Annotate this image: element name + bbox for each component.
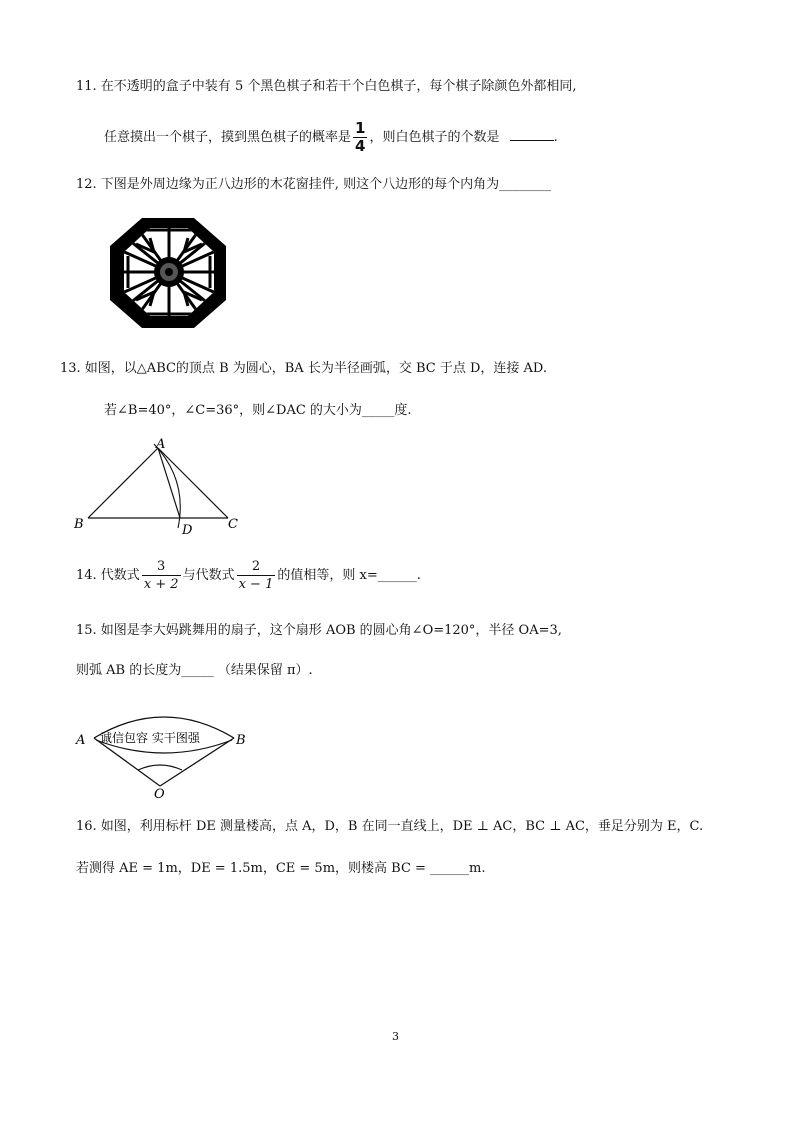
- q14-frac1-denominator: x + 2: [143, 577, 179, 592]
- q11-line2-end: .: [553, 130, 558, 145]
- triangle-figure: [72, 436, 252, 540]
- q11-frac-numerator: 1: [355, 119, 366, 137]
- q16-line2: 若测得 AE = 1m，DE = 1.5m，CE = 5m，则楼高 BC = ______m.: [76, 861, 486, 876]
- page-number: 3: [392, 1030, 399, 1043]
- fan-inner-arc: [138, 765, 182, 770]
- q15-line1: 15. 如图是李大妈跳舞用的扇子，这个扇形 AOB 的圆心角∠O=120°，半径 OA=3,: [76, 623, 562, 638]
- fan-edge-ob: [160, 738, 234, 786]
- label-o: O: [154, 787, 165, 800]
- q14-prefix: 14. 代数式: [76, 568, 140, 583]
- label-a: A: [156, 437, 166, 452]
- q11-frac-denominator: 4: [355, 137, 366, 155]
- q14-frac2-denominator: x − 1: [238, 577, 274, 592]
- q13-line1: 13. 如图，以△ABC的顶点 B 为圆心，BA 长为半径画弧，交 BC 于点 D，连接 AD.: [60, 361, 547, 376]
- fan-edge-oa: [94, 738, 160, 786]
- q11-line2-text-a: 任意摸出一个棋子，摸到黑色棋子的概率是: [104, 130, 352, 145]
- q14-frac1-numerator: 3: [142, 558, 181, 576]
- segment-ba: [88, 448, 158, 518]
- q11-probability-fraction: [353, 120, 367, 155]
- q16-line1: 16. 如图，利用标杆 DE 测量楼高，点 A，D，B 在同一直线上，DE ⊥ AC，BC ⊥ AC，垂足分别为 E，C.: [76, 819, 704, 834]
- q14-suffix: 的值相等，则 x=______.: [277, 568, 421, 583]
- label-c: C: [228, 517, 238, 532]
- fan-inscription: 诚信包容 实干图强: [100, 731, 200, 745]
- q11-line2: [104, 118, 558, 158]
- label-d: D: [182, 523, 193, 538]
- q14-frac2-numerator: 2: [237, 558, 276, 576]
- q12-line1: 12. 下图是外周边缘为正八边形的木花窗挂件, 则这个八边形的每个内角为________: [76, 177, 552, 192]
- q11-line1: 11. 在不透明的盒子中装有 5 个黑色棋子和若干个白色棋子，每个棋子除颜色外都相同,: [76, 79, 577, 94]
- q14-fraction-2: [237, 558, 276, 593]
- q11-line2-text-b: ，则白色棋子的个数是: [369, 130, 500, 145]
- q15-line2: 则弧 AB 的长度为_____ （结果保留 π）.: [76, 663, 313, 678]
- octagon-window-figure: [106, 216, 230, 330]
- q14-fraction-1: [142, 558, 181, 593]
- label-b: B: [74, 517, 84, 532]
- q11-answer-blank: [510, 128, 554, 141]
- q14-line: [76, 556, 421, 596]
- label-b: B: [236, 733, 246, 748]
- label-a: A: [76, 733, 86, 748]
- q14-middle: 与代数式: [182, 568, 235, 583]
- fan-figure: [72, 700, 258, 800]
- q13-line2: 若∠B=40°，∠C=36°，则∠DAC 的大小为_____度.: [104, 403, 412, 418]
